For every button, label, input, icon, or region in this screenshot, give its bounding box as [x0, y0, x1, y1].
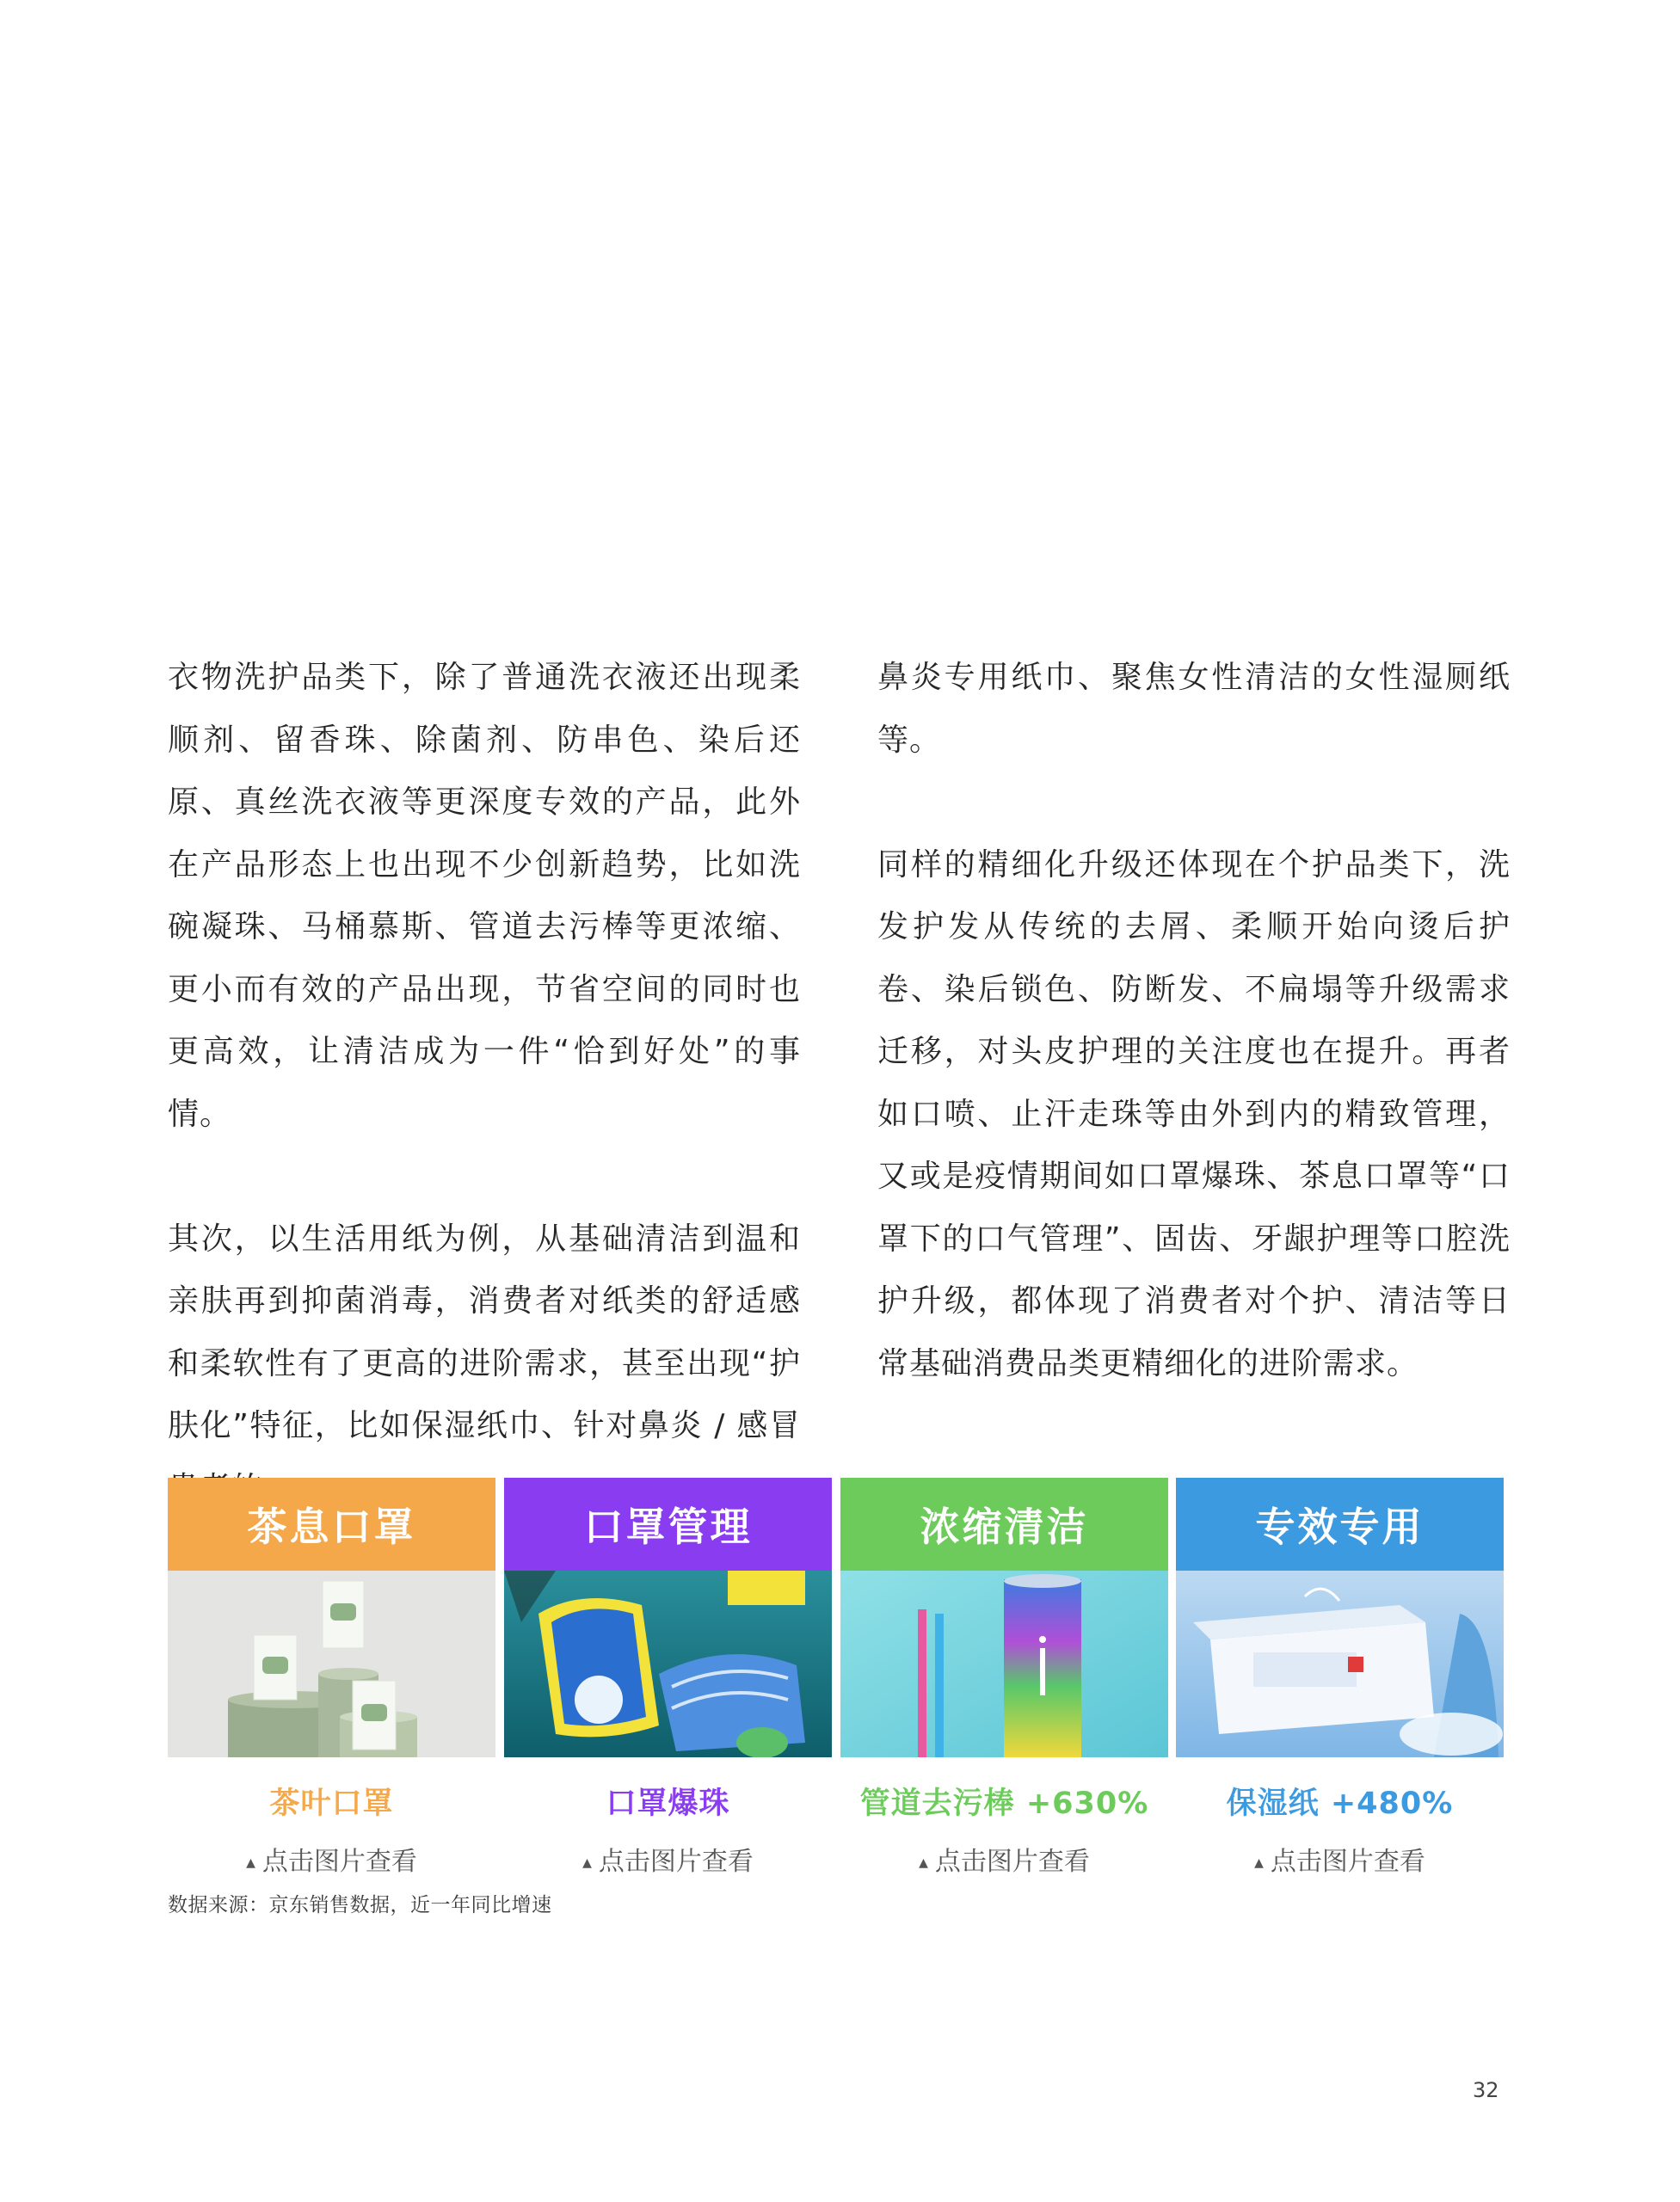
- view-image-link[interactable]: [1176, 1840, 1504, 1878]
- link-text: 点击图片查看: [934, 1847, 1090, 1877]
- triangle-up-icon: ▲: [919, 1855, 928, 1870]
- view-image-link[interactable]: [504, 1840, 832, 1878]
- link-text: 点击图片查看: [598, 1847, 754, 1877]
- view-image-link[interactable]: [840, 1840, 1168, 1878]
- product-image[interactable]: [168, 1571, 495, 1757]
- card-header: 专效专用: [1176, 1478, 1504, 1571]
- product-card[interactable]: [840, 1478, 1168, 1878]
- left-text-column: [168, 647, 801, 1520]
- paragraph: 同样的精细化升级还体现在个护品类下，洗发护发从传统的去屑、柔顺开始向烫后护卷、染后锁色、防断发、不扁塌等升级需求迁移，对头皮护理的关注度也在提升。再者如口喷、止汗走珠等由外到内的精致管理，又或是疫情期间如口罩爆珠、茶息口罩等“口罩下的口气管理”、固齿、牙龈护理等口腔洗护升级，都体现了消费者对个护、清洁等日常基础消费品类更精细化的进阶需求。: [877, 846, 1511, 1381]
- link-text: 点击图片查看: [1270, 1847, 1425, 1877]
- triangle-up-icon: ▲: [582, 1855, 592, 1870]
- product-image[interactable]: [840, 1571, 1168, 1757]
- paragraph: 鼻炎专用纸巾、聚焦女性清洁的女性湿厕纸等。: [877, 660, 1511, 758]
- right-text-column: [877, 647, 1511, 1395]
- triangle-up-icon: ▲: [246, 1855, 255, 1870]
- product-label: 口罩爆珠: [606, 1787, 730, 1821]
- product-card[interactable]: [1176, 1478, 1504, 1878]
- paragraph: 衣物洗护品类下，除了普通洗衣液还出现柔顺剂、留香珠、除菌剂、防串色、染后还原、真丝洗衣液等更深度专效的产品，此外在产品形态上也出现不少创新趋势，比如洗碗凝珠、马桶慕斯、管道去污棒等更浓缩、更小而有效的产品出现，节省空间的同时也更高效，让清洁成为一件“恰到好处”的事情。: [168, 660, 801, 1132]
- view-image-link[interactable]: [168, 1840, 495, 1878]
- triangle-up-icon: ▲: [1254, 1855, 1264, 1870]
- product-image[interactable]: [504, 1571, 832, 1757]
- product-label: 茶叶口罩: [269, 1787, 394, 1821]
- page-number: 32: [1473, 2078, 1499, 2102]
- link-text: 点击图片查看: [262, 1847, 417, 1877]
- paragraph: 其次，以生活用纸为例，从基础清洁到温和亲肤再到抑菌消毒，消费者对纸类的舒适感和柔软性有了更高的进阶需求，甚至出现“护肤化”特征，比如保湿纸巾、针对鼻炎 / 感冒: [168, 1221, 801, 1443]
- product-label: 保湿纸 +480%: [1226, 1787, 1454, 1821]
- data-source-note: 数据来源：京东销售数据，近一年同比增速: [168, 1894, 552, 1916]
- product-card[interactable]: [504, 1478, 832, 1878]
- card-header: 茶息口罩: [168, 1478, 495, 1571]
- product-cards: [168, 1478, 1504, 1877]
- card-header: 浓缩清洁: [840, 1478, 1168, 1571]
- product-image[interactable]: [1176, 1571, 1504, 1757]
- product-card[interactable]: [168, 1478, 495, 1878]
- product-label: 管道去污棒 +630%: [859, 1787, 1149, 1821]
- card-header: 口罩管理: [504, 1478, 832, 1571]
